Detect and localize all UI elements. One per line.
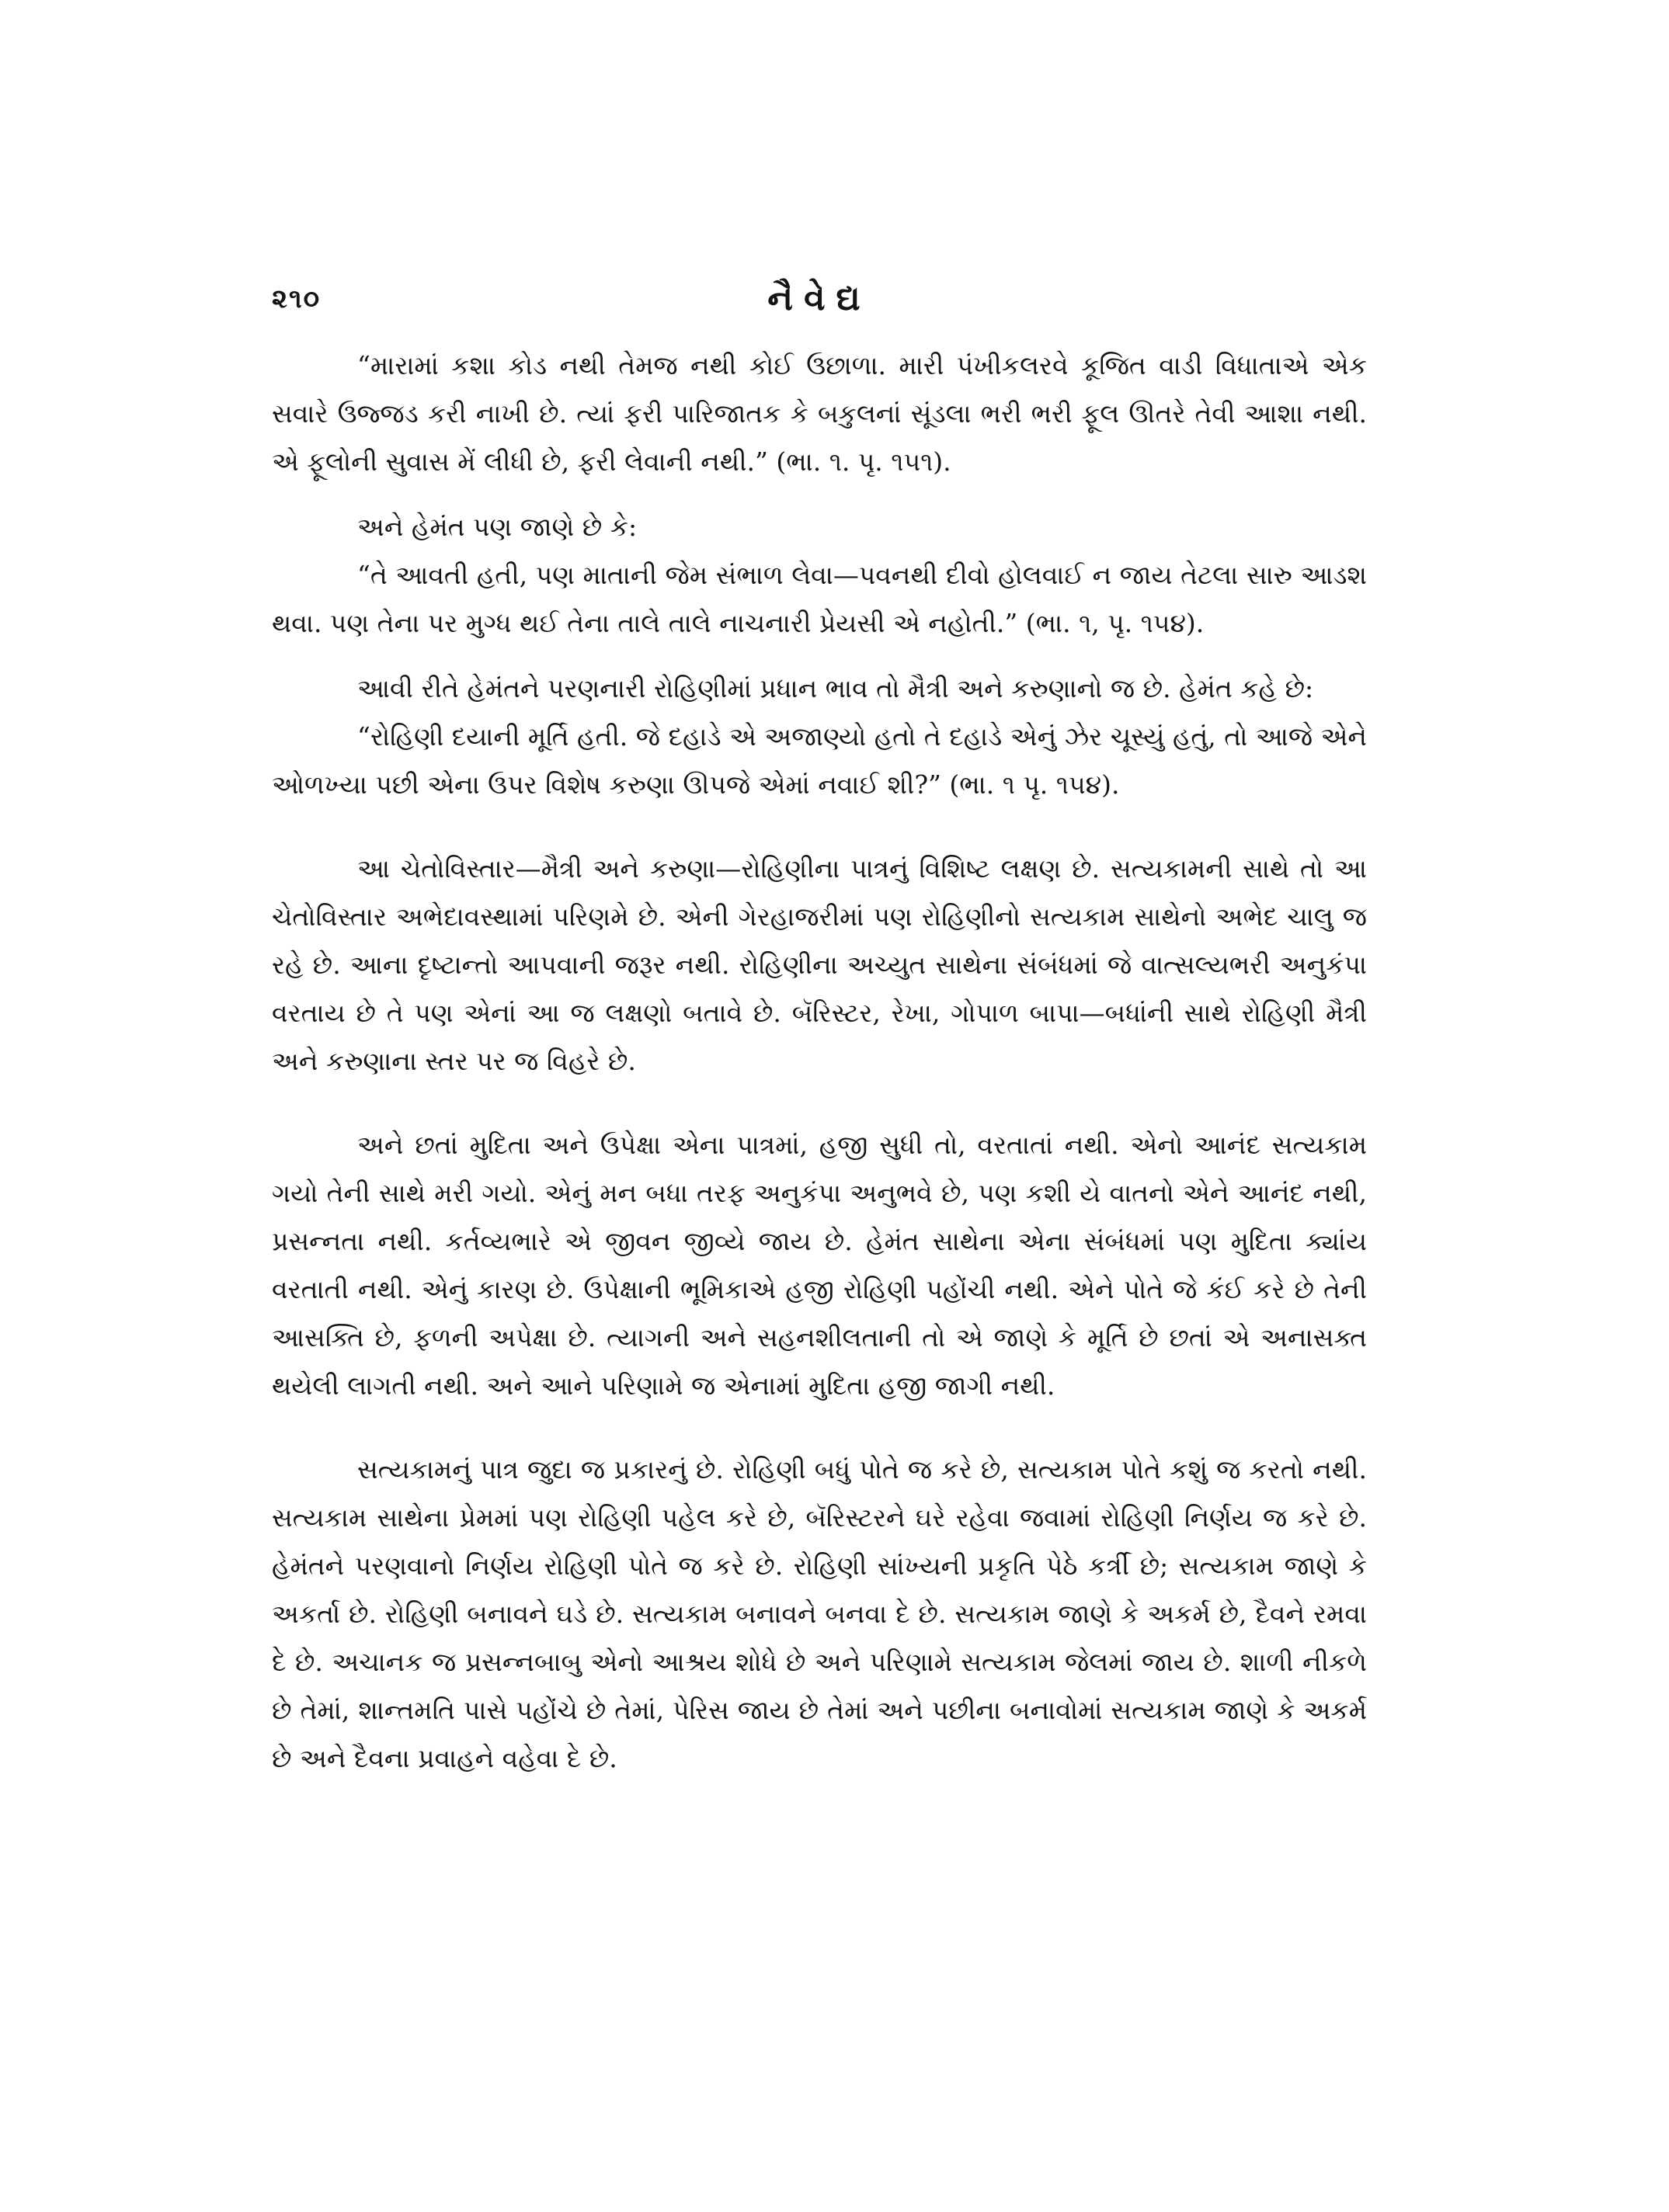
body-paragraph-mudita: અને છતાં મુદિતા અને ઉપેક્ષા એના પાત્રમાં, હજી સુધી તો, વરતાતાં નથી. એનો આનંદ સત્યકામ ગયો તેની સાથે મરી ગયો. એનું મન બધા તરફ અનુકંપા અનુભવે છે, પણ કશી યે વાતનો એને આનંદ નથી, પ્રસન્નતા નથી. કર્તવ્યભારે એ જીવન જીવ્યે જાય છે. હેમંત સાથેના એના સંબંધમાં પણ મુદિતા ક્યાંય વરતાતી નથી. એનું કારણ છે. ઉપેક્ષાની ભૂમિકાએ હજી રોહિણી પહોંચી નથી. એને પોતે જે કંઈ કરે છે તેની આસક્તિ છે, ફળની અપેક્ષા છે. ત્યાગની અને સહનશીલતાની તો એ જાણે કે મૂર્તિ છે છતાં એ અનાસક્ત થયેલી લાગતી નથી. અને આને પરિણામે જ એનામાં મુદિતા હજી જાગી નથી. bbox=[272, 1130, 1367, 1401]
quote-paragraph-1: “મારામાં કશા કોડ નથી તેમજ નથી કોઈ ઉછાળા. મારી પંખીકલરવે કૂજિત વાડી વિધાતાએ એક સવારે ઉજ્જડ કરી નાખી છે. ત્યાં ફરી પારિજાતક કે બકુલનાં સૂંડલા ભરી ભરી ફૂલ ઊતરે તેવી આશા નથી. એ ફૂલોની સુવાસ મેં લીધી છે, ફરી લેવાની નથી.” (ભા. ૧. પૃ. ૧૫૧). bbox=[272, 350, 1367, 477]
page-number: ૨૧૦ bbox=[272, 283, 322, 314]
page-body bbox=[272, 342, 1367, 1783]
quote-paragraph-2: “તે આવતી હતી, પણ માતાની જેમ સંભાળ લેવા—પવનથી દીવો હોલવાઈ ન જાય તેટલા સારુ આડશ થવા. પણ તેના પર મુગ્ધ થઈ તેના તાલે તાલે નાચનારી પ્રેયસી એ નહોતી.” (ભા. ૧, પૃ. ૧૫૪). bbox=[272, 560, 1367, 638]
body-paragraph-chetovistar: આ ચેતોવિસ્તાર—મૈત્રી અને કરુણા—રોહિણીના પાત્રનું વિશિષ્ટ લક્ષણ છે. સત્યકામની સાથે તો આ ચેતોવિસ્તાર અભેદાવસ્થામાં પરિણમે છે. એની ગેરહાજરીમાં પણ રોહિણીનો સત્યકામ સાથેનો અભેદ ચાલુ જ રહે છે. આના દૃષ્ટાન્તો આપવાની જરૂર નથી. રોહિણીના અચ્યુત સાથેના સંબંધમાં જે વાત્સલ્યભરી અનુકંપા વરતાય છે તે પણ એનાં આ જ લક્ષણો બતાવે છે. બૅરિસ્ટર, રેખા, ગોપાળ બાપા—બધાંની સાથે રોહિણી મૈત્રી અને કરુણાના સ્તર પર જ વિહરે છે. bbox=[272, 853, 1367, 1076]
quote-paragraph-3: “રોહિણી દયાની મૂર્તિ હતી. જે દહાડે એ અજાણ્યો હતો તે દહાડે એનું ઝેર ચૂસ્યું હતું, તો આજે એને ઓળખ્યા પછી એના ઉપર વિશેષ કરુણા ઊપજે એમાં નવાઈ શી?” (ભા. ૧ પૃ. ૧૫૪). bbox=[272, 721, 1367, 800]
running-title: નૈવેદ્ય bbox=[767, 279, 871, 318]
page-header bbox=[272, 279, 1367, 330]
intro-paragraph-hemant: અને હેમંત પણ જાણે છે કે: bbox=[357, 512, 638, 542]
body-paragraph-satyakam: સત્યકામનું પાત્ર જુદા જ પ્રકારનું છે. રોહિણી બધું પોતે જ કરે છે, સત્યકામ પોતે કશું જ કરતો નથી. સત્યકામ સાથેના પ્રેમમાં પણ રોહિણી પહેલ કરે છે, બૅરિસ્ટરને ઘરે રહેવા જવામાં રોહિણી નિર્ણય જ કરે છે. હેમંતને પરણવાનો નિર્ણય રોહિણી પોતે જ કરે છે. રોહિણી સાંખ્યની પ્રકૃતિ પેઠે કર્ત્રી છે; સત્યકામ જાણે કે અકર્તા છે. રોહિણી બનાવને ઘડે છે. સત્યકામ બનાવને બનવા દે છે. સત્યકામ જાણે કે અકર્મ છે, દૈવને રમવા દે છે. અચાનક જ પ્રસન્નબાબુ એનો આશ્રય શોધે છે અને પરિણામે સત્યકામ જેલમાં જાય છે. શાળી નીકળે છે તેમાં, શાન્તમતિ પાસે પહોંચે છે તેમાં, પેરિસ જાય છે તેમાં અને પછીના બનાવોમાં સત્યકામ જાણે કે અકર્મ છે અને દૈવના પ્રવાહને વહેવા દે છે. bbox=[272, 1454, 1367, 1773]
body-paragraph-rohini-intro: આવી રીતે હેમંતને પરણનારી રોહિણીમાં પ્રધાન ભાવ તો મૈત્રી અને કરુણાનો જ છે. હેમંત કહે છે: bbox=[357, 673, 1314, 703]
